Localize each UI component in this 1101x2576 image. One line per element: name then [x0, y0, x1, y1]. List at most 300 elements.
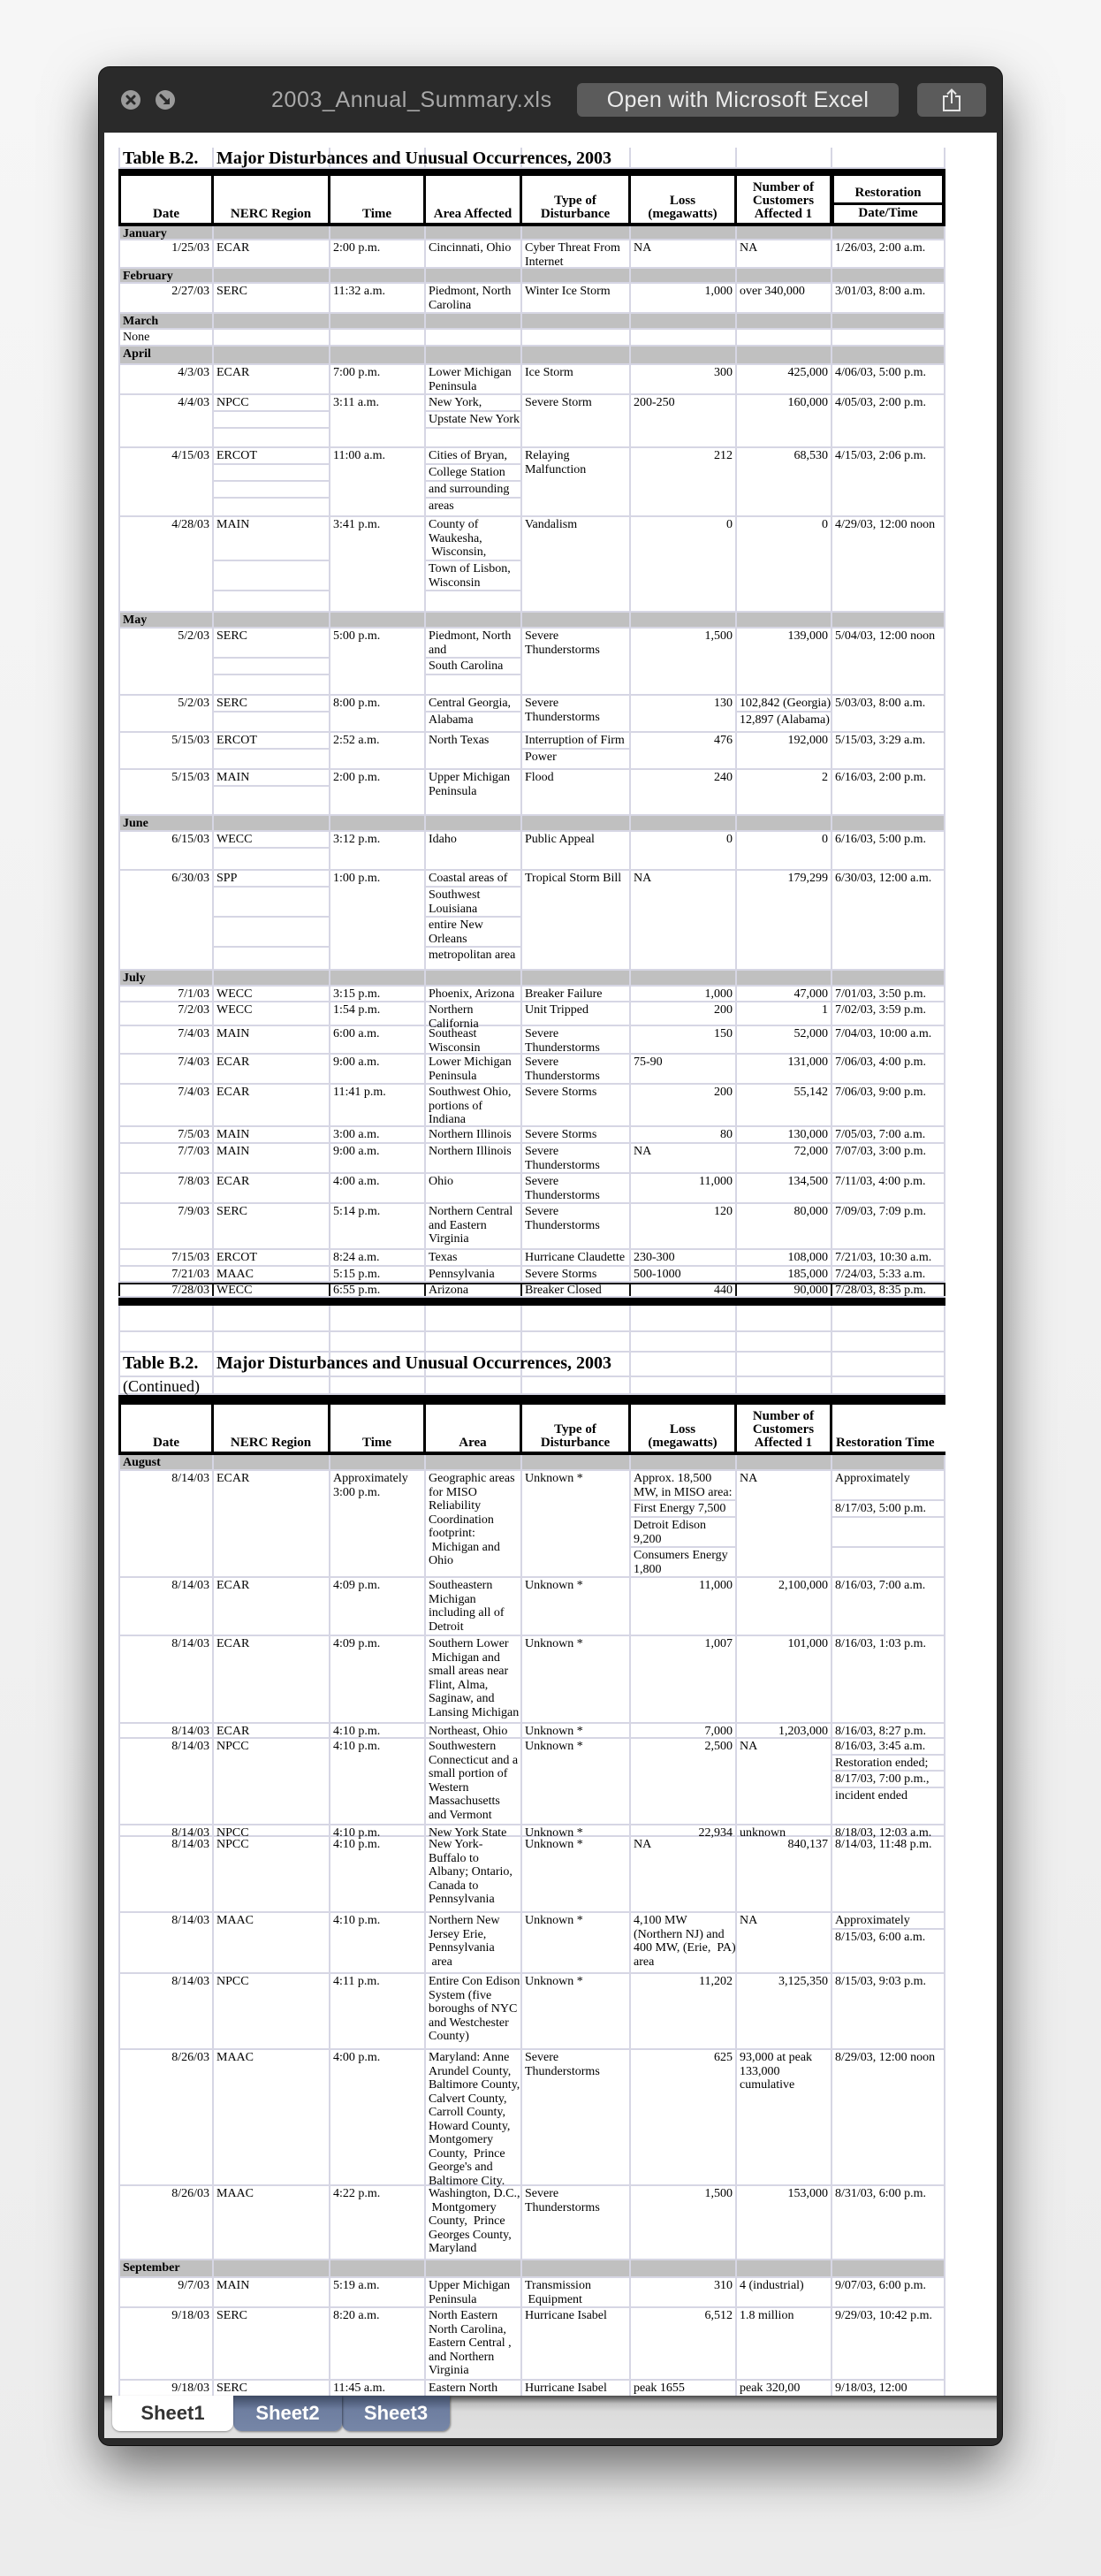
cell-customers-affected: 0	[737, 832, 832, 869]
cell-customers-affected: 139,000	[737, 629, 832, 694]
empty-cell	[832, 1353, 945, 1376]
empty-cell	[737, 1455, 832, 1469]
subcell-restoration: Approximately	[832, 1471, 944, 1501]
window-title: 2003_Annual_Summary.xls	[271, 88, 552, 112]
empty-cell	[832, 347, 945, 363]
empty-cell	[522, 314, 631, 328]
cell-area	[426, 871, 522, 969]
empty-cell	[522, 347, 631, 363]
cell-restoration: 4/05/03, 2:00 p.m.	[832, 395, 945, 446]
record-row	[118, 871, 945, 971]
cell-date: 8/14/03	[118, 1724, 214, 1737]
cell-date: 7/7/03	[118, 1144, 214, 1172]
empty-cell	[330, 613, 426, 627]
cell-nerc-region	[214, 395, 330, 446]
record-row	[118, 1578, 945, 1636]
month-row	[118, 971, 945, 987]
subcell-nerc-region	[214, 591, 329, 611]
empty-cell	[426, 314, 522, 328]
empty-cell	[426, 971, 522, 985]
cell-time: 5:00 p.m.	[330, 629, 426, 694]
record-row	[118, 1837, 945, 1913]
subcell-restoration: 8/17/03, 7:00 p.m.,	[832, 1772, 944, 1788]
cell-customers-affected: NA	[737, 1471, 832, 1576]
empty-cell	[737, 347, 832, 363]
table-rule	[118, 169, 945, 176]
cell-area: Southwest Ohio, portions of Indiana	[426, 1085, 522, 1125]
cell-loss-mw: 625	[631, 2050, 737, 2184]
empty-cell	[330, 816, 426, 830]
empty-cell	[214, 226, 330, 239]
empty-cell	[330, 971, 426, 985]
record-row	[118, 1267, 945, 1283]
empty-cell	[214, 347, 330, 363]
cell-area: Southeastern Michigan including all of Detroit	[426, 1578, 522, 1635]
cell-date: 8/14/03	[118, 1913, 214, 1972]
empty-cell	[522, 1455, 631, 1469]
empty-cell	[737, 2260, 832, 2276]
cell-customers-affected: 2,100,000	[737, 1578, 832, 1635]
empty-cell	[631, 1306, 737, 1330]
empty-cell	[631, 269, 737, 282]
cell-disturbance-type: Tropical Storm Bill	[522, 871, 631, 969]
empty-cell	[631, 1455, 737, 1469]
cell-loss-mw: NA	[631, 240, 737, 267]
cell-disturbance-type: Unknown *	[522, 1636, 631, 1722]
sheet-grid	[118, 148, 945, 2396]
cell-loss-mw: 4,100 MW (Northern NJ) and 400 MW, (Erie, PA) area	[631, 1913, 737, 1972]
cell-loss-mw: 1,007	[631, 1636, 737, 1722]
cell-time: 4:22 p.m.	[330, 2186, 426, 2259]
cell-area: Southeast Wisconsin	[426, 1026, 522, 1053]
cell-date: 7/5/03	[118, 1127, 214, 1142]
cell-area: Lower Michigan Peninsula	[426, 1055, 522, 1083]
cell-time: 1:00 p.m.	[330, 871, 426, 969]
subcell-disturbance-type: Interruption of Firm	[522, 733, 629, 750]
subcell-restoration: Restoration ended;	[832, 1756, 944, 1772]
subcell-area: Cities of Bryan,	[426, 448, 520, 465]
cell-nerc-region	[214, 629, 330, 694]
empty-cell	[426, 269, 522, 282]
record-row	[118, 2278, 945, 2308]
cell-nerc-region	[214, 448, 330, 515]
subcell-nerc-region	[214, 787, 329, 815]
month-label: March	[118, 314, 214, 328]
subcell-nerc-region	[214, 918, 329, 948]
subcell-area: Upstate New York	[426, 412, 520, 429]
header-type: Type of Disturbance	[522, 176, 631, 223]
month-label: September	[118, 2260, 214, 2276]
empty-cell	[832, 1306, 945, 1330]
cell-restoration: 9/29/03, 10:42 p.m.	[832, 2308, 945, 2379]
empty-cell	[522, 971, 631, 985]
cell-time: 11:32 a.m.	[330, 284, 426, 312]
blank-row	[118, 1306, 945, 1332]
table-label: Table B.2.	[118, 1353, 214, 1376]
table-title: Major Disturbances and Unusual Occurrences, 2003	[216, 1353, 612, 1373]
cell-date: 4/28/03	[118, 517, 214, 611]
cell-customers-affected: 134,500	[737, 1174, 832, 1202]
cell-restoration: 8/16/03, 8:27 p.m.	[832, 1724, 945, 1737]
subcell-nerc-region	[214, 429, 329, 446]
record-row	[118, 832, 945, 871]
cell-disturbance-type: Cyber Threat From Internet	[522, 240, 631, 267]
empty-cell	[522, 613, 631, 627]
cell-area: Entire Con Edison System (five boroughs of NYC and Westchester County)	[426, 1974, 522, 2048]
empty-cell	[522, 330, 631, 345]
cell-date: 8/14/03	[118, 1636, 214, 1722]
cell-date: 9/7/03	[118, 2278, 214, 2306]
cell-date: 5/15/03	[118, 770, 214, 814]
cell-area: Upper Michigan Peninsula	[426, 770, 522, 814]
empty-cell	[214, 2260, 330, 2276]
cell-date: 8/14/03	[118, 1974, 214, 2048]
cell-disturbance-type: Winter Ice Storm	[522, 284, 631, 312]
header-nerc: NERC Region	[214, 1405, 330, 1452]
cell-customers-affected: 1.8 million	[737, 2308, 832, 2379]
subcell-nerc-region: ERCOT	[214, 448, 329, 465]
cell-nerc-region: MAIN	[214, 2278, 330, 2306]
subcell-area: Piedmont, North and	[426, 629, 520, 659]
subcell-area	[426, 675, 520, 694]
cell-disturbance-type: Severe Thunderstorms	[522, 629, 631, 694]
sheet-tab-sheet1[interactable]: Sheet1	[112, 2396, 233, 2431]
header-date: Date	[118, 1405, 214, 1452]
empty-cell	[631, 816, 737, 830]
subcell-nerc-region	[214, 561, 329, 591]
record-row	[118, 629, 945, 696]
cell-time: 1:54 p.m.	[330, 1002, 426, 1025]
cell-customers-affected: 185,000	[737, 1267, 832, 1281]
cell-disturbance-type: Unknown *	[522, 1724, 631, 1737]
cell-disturbance-type: Hurricane Isabel	[522, 2381, 631, 2396]
cell-date: 9/18/03	[118, 2308, 214, 2379]
cell-restoration: 1/26/03, 2:00 a.m.	[832, 240, 945, 267]
empty-cell	[631, 226, 737, 239]
empty-cell	[214, 613, 330, 627]
cell-nerc-region: ECAR	[214, 1636, 330, 1722]
cell-nerc-region: ECAR	[214, 1724, 330, 1737]
month-label: August	[118, 1455, 214, 1469]
empty-cell	[330, 330, 426, 345]
cell-restoration: 8/16/03, 1:03 p.m.	[832, 1636, 945, 1722]
cell-disturbance-type: Ice Storm	[522, 365, 631, 393]
subcell-area: Town of Lisbon, Wisconsin	[426, 561, 520, 591]
cell-date: 9/18/03	[118, 2381, 214, 2396]
cell-restoration	[832, 1913, 945, 1972]
header-customers: Number of Customers Affected 1	[737, 1405, 832, 1452]
cell-nerc-region: MAAC	[214, 1267, 330, 1281]
empty-cell	[631, 1377, 737, 1393]
subcell-nerc-region	[214, 499, 329, 515]
cell-area: Northeast, Ohio	[426, 1724, 522, 1737]
empty-cell	[426, 347, 522, 363]
record-row	[118, 284, 945, 314]
subcell-nerc-region	[214, 675, 329, 694]
cell-loss-mw: 11,202	[631, 1974, 737, 2048]
cell-time: 5:14 p.m.	[330, 1204, 426, 1248]
cell-time: 4:10 p.m.	[330, 1739, 426, 1824]
cell-customers-affected: 68,530	[737, 448, 832, 515]
share-icon	[941, 88, 962, 112]
cell-restoration	[832, 1739, 945, 1824]
cell-loss-mw: NA	[631, 1144, 737, 1172]
record-row	[118, 1283, 945, 1298]
empty-cell	[737, 971, 832, 985]
empty-cell	[631, 347, 737, 363]
cell-disturbance-type: Severe Storm	[522, 395, 631, 446]
empty-cell	[832, 613, 945, 627]
cell-disturbance-type: Vandalism	[522, 517, 631, 611]
cell-nerc-region: ECAR	[214, 365, 330, 393]
cell-restoration: 7/01/03, 3:50 p.m.	[832, 987, 945, 1001]
empty-cell	[426, 1332, 522, 1351]
cell-time: 5:15 p.m.	[330, 1267, 426, 1281]
cell-customers-affected: 153,000	[737, 2186, 832, 2259]
exit-fullscreen-button[interactable]	[156, 90, 175, 110]
cell-area	[426, 517, 522, 611]
cell-customers-affected: peak 320,00	[737, 2381, 832, 2396]
cell-restoration: 7/28/03, 8:35 p.m.	[832, 1283, 945, 1296]
subcell-nerc-region	[214, 465, 329, 482]
table-title: Major Disturbances and Unusual Occurrences, 2003	[216, 149, 612, 168]
cell-date: 5/2/03	[118, 629, 214, 694]
cell-disturbance-type: Severe Thunderstorms	[522, 1055, 631, 1083]
cell-nerc-region	[214, 871, 330, 969]
cell-time: 2:52 a.m.	[330, 733, 426, 768]
empty-cell	[214, 1332, 330, 1351]
cell-restoration: 6/16/03, 2:00 p.m.	[832, 770, 945, 814]
cell-date: 7/9/03	[118, 1204, 214, 1248]
record-row	[118, 733, 945, 770]
cell-loss-mw: 6,512	[631, 2308, 737, 2379]
cell-time: 9:00 a.m.	[330, 1144, 426, 1172]
title-bar	[99, 67, 1002, 133]
cell-nerc-region: WECC	[214, 987, 330, 1001]
empty-cell	[214, 971, 330, 985]
empty-cell	[214, 1306, 330, 1330]
cell-area: Northern Illinois	[426, 1144, 522, 1172]
cell-area: New York- Buffalo to Albany; Ontario, Canada to Pennsylvania	[426, 1837, 522, 1911]
cell-nerc-region: MAAC	[214, 2050, 330, 2184]
month-label: February	[118, 269, 214, 282]
empty-cell	[832, 1455, 945, 1469]
header-time: Time	[330, 1405, 426, 1452]
cell-nerc-region: ERCOT	[214, 1250, 330, 1265]
cell-customers-affected: over 340,000	[737, 284, 832, 312]
subcell-nerc-region: SPP	[214, 871, 329, 888]
empty-cell	[737, 314, 832, 328]
cell-date: 7/4/03	[118, 1055, 214, 1083]
subcell-nerc-region	[214, 888, 329, 918]
cell-customers-affected: 192,000	[737, 733, 832, 768]
cell-time: 7:00 p.m.	[330, 365, 426, 393]
cell-restoration: 4/06/03, 5:00 p.m.	[832, 365, 945, 393]
cell-loss-mw: 22,934	[631, 1825, 737, 1835]
month-row	[118, 269, 945, 284]
cell-restoration: 7/04/03, 10:00 a.m.	[832, 1026, 945, 1053]
subcell-nerc-region: NPCC	[214, 395, 329, 412]
month-row	[118, 347, 945, 365]
cell-nerc-region	[214, 832, 330, 869]
subcell-customers-affected: 102,842 (Georgia)	[737, 696, 831, 713]
cell-disturbance-type: Unknown *	[522, 1471, 631, 1576]
cell-loss-mw: 240	[631, 770, 737, 814]
cell-area: Piedmont, North Carolina	[426, 284, 522, 312]
sheet-tab-sheet3[interactable]: Sheet3	[342, 2396, 450, 2431]
cell-loss-mw: 200	[631, 1002, 737, 1025]
cell-restoration: 7/06/03, 9:00 p.m.	[832, 1085, 945, 1125]
subcell-nerc-region	[214, 412, 329, 429]
cell-date: 4/3/03	[118, 365, 214, 393]
empty-cell	[426, 2260, 522, 2276]
cell-loss-mw: 80	[631, 1127, 737, 1142]
cell-restoration: 6/30/03, 12:00 a.m.	[832, 871, 945, 969]
cell-loss-mw: 1,000	[631, 284, 737, 312]
empty-cell	[426, 1455, 522, 1469]
subcell-nerc-region: SERC	[214, 696, 329, 713]
share-button[interactable]	[917, 83, 986, 117]
empty-cell	[832, 1377, 945, 1393]
sheet-tab-sheet2[interactable]: Sheet2	[233, 2396, 342, 2431]
record-row	[118, 1204, 945, 1250]
cell-restoration: 7/06/03, 4:00 p.m.	[832, 1055, 945, 1083]
empty-cell	[522, 1306, 631, 1330]
subcell-restoration: incident ended	[835, 1788, 908, 1802]
empty-cell	[214, 816, 330, 830]
empty-cell	[214, 330, 330, 345]
cell-loss-mw: 11,000	[631, 1174, 737, 1202]
empty-cell	[330, 1306, 426, 1330]
cell-loss-mw: 11,000	[631, 1578, 737, 1635]
cell-area: Eastern North	[426, 2381, 522, 2396]
cell-area: New York State	[426, 1825, 522, 1835]
cell-nerc-region: NPCC	[214, 1739, 330, 1824]
subcell-area: Central Georgia,	[426, 696, 520, 713]
cell-disturbance-type: Unknown *	[522, 1739, 631, 1824]
cell-disturbance-type: Severe Thunderstorms	[522, 1144, 631, 1172]
record-row	[118, 1002, 945, 1031]
empty-cell	[832, 269, 945, 282]
cell-customers-affected: 425,000	[737, 365, 832, 393]
open-with-excel-button[interactable]: Open with Microsoft Excel	[577, 83, 899, 117]
cell-nerc-region: WECC	[214, 1002, 330, 1025]
cell-area: Upper Michigan Peninsula	[426, 2278, 522, 2306]
cell-loss-mw: 212	[631, 448, 737, 515]
empty-cell	[631, 148, 737, 167]
header-time: Time	[330, 176, 426, 223]
month-label: May	[118, 613, 214, 627]
empty-cell	[426, 816, 522, 830]
cell-nerc-region: NPCC	[214, 1974, 330, 2048]
cell-loss-mw: peak 1655	[631, 2381, 737, 2396]
month-label: January	[118, 226, 214, 239]
cell-date: 8/14/03	[118, 1739, 214, 1824]
cell-customers-affected: 90,000	[737, 1283, 832, 1296]
cell-nerc-region: MAAC	[214, 2186, 330, 2259]
empty-cell	[832, 148, 945, 167]
spreadsheet-preview[interactable]	[104, 133, 997, 2396]
cell-restoration: 8/14/03, 11:48 p.m.	[832, 1837, 945, 1911]
cell-customers-affected: 52,000	[737, 1026, 832, 1053]
empty-cell	[522, 1332, 631, 1351]
cell-customers-affected: 93,000 at peak 133,000 cumulative	[737, 2050, 832, 2184]
cell-restoration: 7/02/03, 3:59 p.m.	[832, 1002, 945, 1025]
empty-cell	[737, 1332, 832, 1351]
record-row	[118, 395, 945, 448]
cell-date: 8/14/03	[118, 1825, 214, 1835]
header-restoration	[832, 176, 945, 223]
cell-disturbance-type: Breaker Failure	[522, 987, 631, 1001]
cell-time: 11:00 a.m.	[330, 448, 426, 515]
cell-customers-affected: NA	[737, 240, 832, 267]
cell-area: Northern Illinois	[426, 1127, 522, 1142]
cell-nerc-region	[214, 517, 330, 611]
month-row	[118, 1455, 945, 1471]
month-row	[118, 226, 945, 240]
header-loss: Loss (megawatts)	[631, 176, 737, 223]
cell-time: 9:00 a.m.	[330, 1055, 426, 1083]
quicklook-window	[99, 67, 1002, 2445]
cell-customers-affected: 108,000	[737, 1250, 832, 1265]
cell-date: 4/15/03	[118, 448, 214, 515]
cell-customers-affected: 0	[737, 517, 832, 611]
close-button[interactable]	[121, 90, 140, 110]
cell-date: 7/28/03	[118, 1283, 214, 1296]
cell-loss-mw: 440	[631, 1283, 737, 1296]
record-row	[118, 1913, 945, 1974]
cell-restoration: 5/03/03, 8:00 a.m.	[832, 696, 945, 731]
cell-disturbance-type: Public Appeal	[522, 832, 631, 869]
cell-loss-mw: 150	[631, 1026, 737, 1053]
subcell-restoration: 8/17/03, 5:00 p.m.	[832, 1501, 944, 1518]
cell-time: 11:45 a.m.	[330, 2381, 426, 2396]
cell-date: 7/15/03	[118, 1250, 214, 1265]
cell-loss-mw: 1,500	[631, 629, 737, 694]
record-row	[118, 1724, 945, 1739]
subcell-area: Southwest Louisiana	[426, 888, 520, 918]
cell-restoration: 8/15/03, 9:03 p.m.	[832, 1974, 945, 2048]
cell-restoration: 7/24/03, 5:33 a.m.	[832, 1267, 945, 1281]
cell-time: 4:10 p.m.	[330, 1724, 426, 1737]
subcell-area: County of Waukesha, Wisconsin,	[426, 517, 520, 561]
cell-time: 4:10 p.m.	[330, 1837, 426, 1911]
cell-loss-mw: 310	[631, 2278, 737, 2306]
cell-date: 1/25/03	[118, 240, 214, 267]
header-customers: Number of Customers Affected 1	[737, 176, 832, 223]
empty-cell	[737, 148, 832, 167]
header-date: Date	[118, 176, 214, 223]
empty-cell	[832, 314, 945, 328]
empty-cell	[214, 269, 330, 282]
cell-customers-affected: NA	[737, 1913, 832, 1972]
subcell-area: areas	[429, 499, 454, 513]
subcell-nerc-region	[214, 948, 329, 969]
subcell-loss-mw: Detroit Edison 9,200	[631, 1518, 735, 1548]
cell-customers-affected: 2	[737, 770, 832, 814]
header-type: Type of Disturbance	[522, 1405, 631, 1452]
cell-nerc-region: ECAR	[214, 1578, 330, 1635]
empty-cell	[737, 269, 832, 282]
cell-date: 2/27/03	[118, 284, 214, 312]
cell-date: 7/21/03	[118, 1267, 214, 1281]
cell-time: 8:24 a.m.	[330, 1250, 426, 1265]
cell-disturbance-type: Unknown *	[522, 1578, 631, 1635]
cell-nerc-region: SERC	[214, 2381, 330, 2396]
cell-time: 3:00 a.m.	[330, 1127, 426, 1142]
cell-area: Ohio	[426, 1174, 522, 1202]
cell-area: Geographic areas for MISO Reliability Coordination footprint: Michigan and Ohio	[426, 1471, 522, 1576]
